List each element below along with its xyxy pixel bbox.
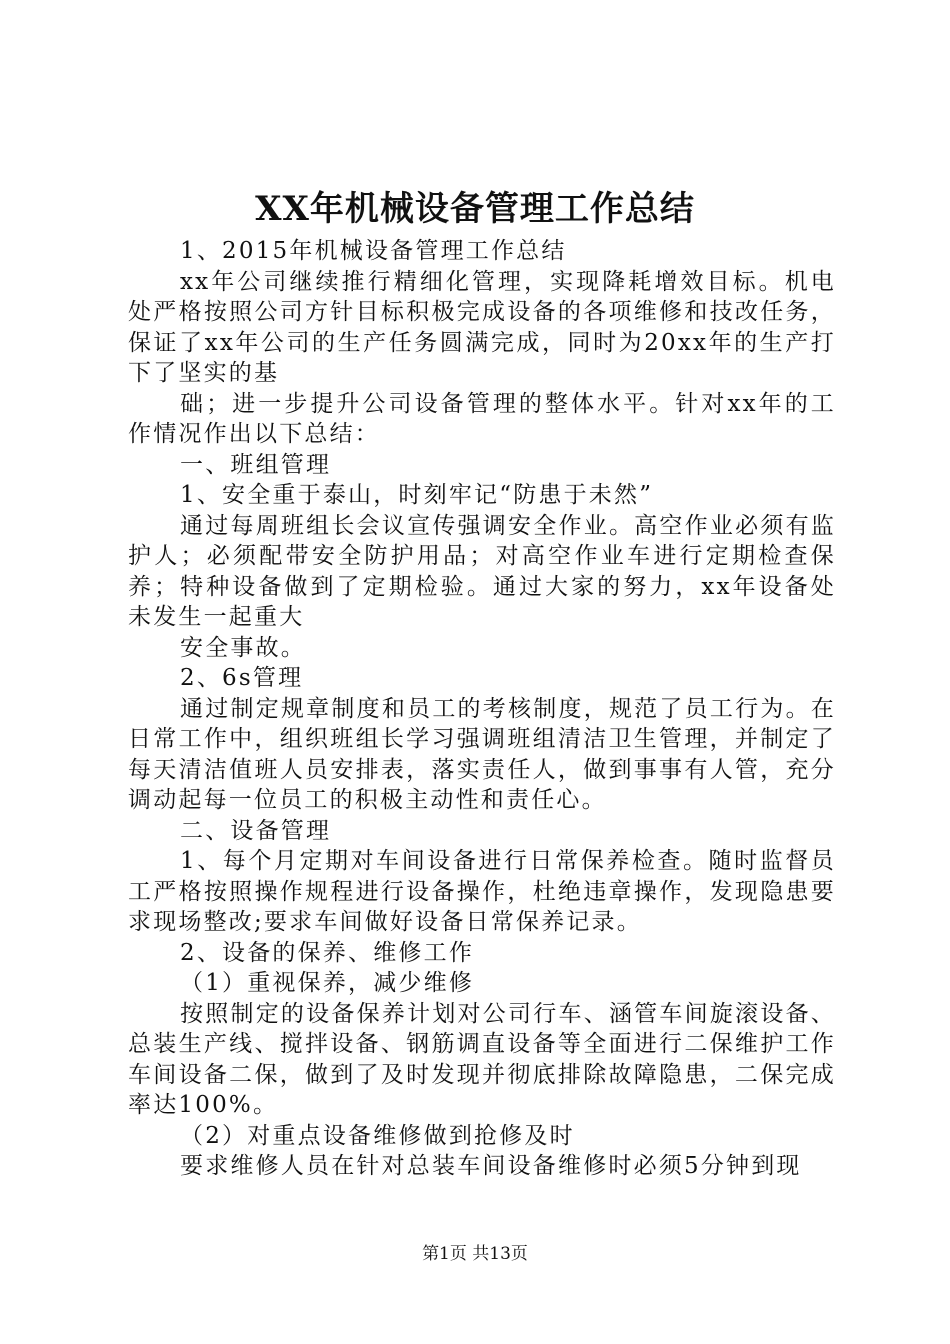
paragraph-intro-continued: 础；进一步提升公司设备管理的整体水平。针对xx年的工作情况作出以下总结： bbox=[128, 390, 836, 447]
subheading-emergency-repair: （2）对重点设备维修做到抢修及时 bbox=[180, 1122, 575, 1149]
paragraph-monthly-inspection: 1、每个月定期对车间设备进行日常保养检查。随时监督员工严格按照操作规程进行设备操作，杜绝违章操作，发现隐患要求现场整改;要求车间做好设备日常保养记录。 bbox=[128, 848, 836, 935]
subheading-safety: 1、安全重于泰山，时刻牢记“防患于未然” bbox=[180, 482, 654, 508]
paragraph-safety-continued: 安全事故。 bbox=[180, 634, 306, 661]
heading-team-management: 一、班组管理 bbox=[180, 451, 332, 478]
subheading-prevention: （1）重视保养，减少维修 bbox=[180, 970, 475, 996]
paragraph-maintenance-plan: 按照制定的设备保养计划对公司行车、涵管车间旋滚设备、总装生产线、搅拌设备、钢筋调直设备等全面进行二保维护工作车间设备二保，做到了及时发现并彻底排除故障隐患，二保完成率达100%。 bbox=[128, 1000, 836, 1118]
document-title: XX年机械设备管理工作总结 bbox=[255, 189, 695, 229]
paragraph-emergency-repair: 要求维修人员在针对总装车间设备维修时必须5分钟到现 bbox=[180, 1153, 802, 1179]
document-body bbox=[128, 236, 836, 1182]
heading-equipment-management: 二、设备管理 bbox=[180, 817, 332, 844]
paragraph-intro: xx年公司继续推行精细化管理，实现降耗增效目标。机电处严格按照公司方针目标积极完成设备的各项维修和技改任务，保证了xx年公司的生产任务圆满完成，同时为20xx年的生产打下了坚实的基 bbox=[128, 268, 836, 386]
paragraph-safety: 通过每周班组长会议宣传强调安全作业。高空作业必须有监护人；必须配带安全防护用品；对高空作业车进行定期检查保养；特种设备做到了定期检验。通过大家的努力，xx年设备处未发生一起重大 bbox=[128, 512, 836, 630]
paragraph-section-heading: 1、2015年机械设备管理工作总结 bbox=[180, 238, 567, 264]
paragraph-6s: 通过制定规章制度和员工的考核制度，规范了员工行为。在日常工作中，组织班组长学习强调班组清洁卫生管理，并制定了每天清洁值班人员安排表，落实责任人，做到事事有人管，充分调动起每一位员工的积极主动性和责任心。 bbox=[128, 695, 836, 813]
subheading-6s: 2、6s管理 bbox=[180, 665, 304, 691]
page-number: 第1页 共13页 bbox=[422, 1244, 528, 1264]
subheading-maintenance: 2、设备的保养、维修工作 bbox=[180, 939, 475, 966]
